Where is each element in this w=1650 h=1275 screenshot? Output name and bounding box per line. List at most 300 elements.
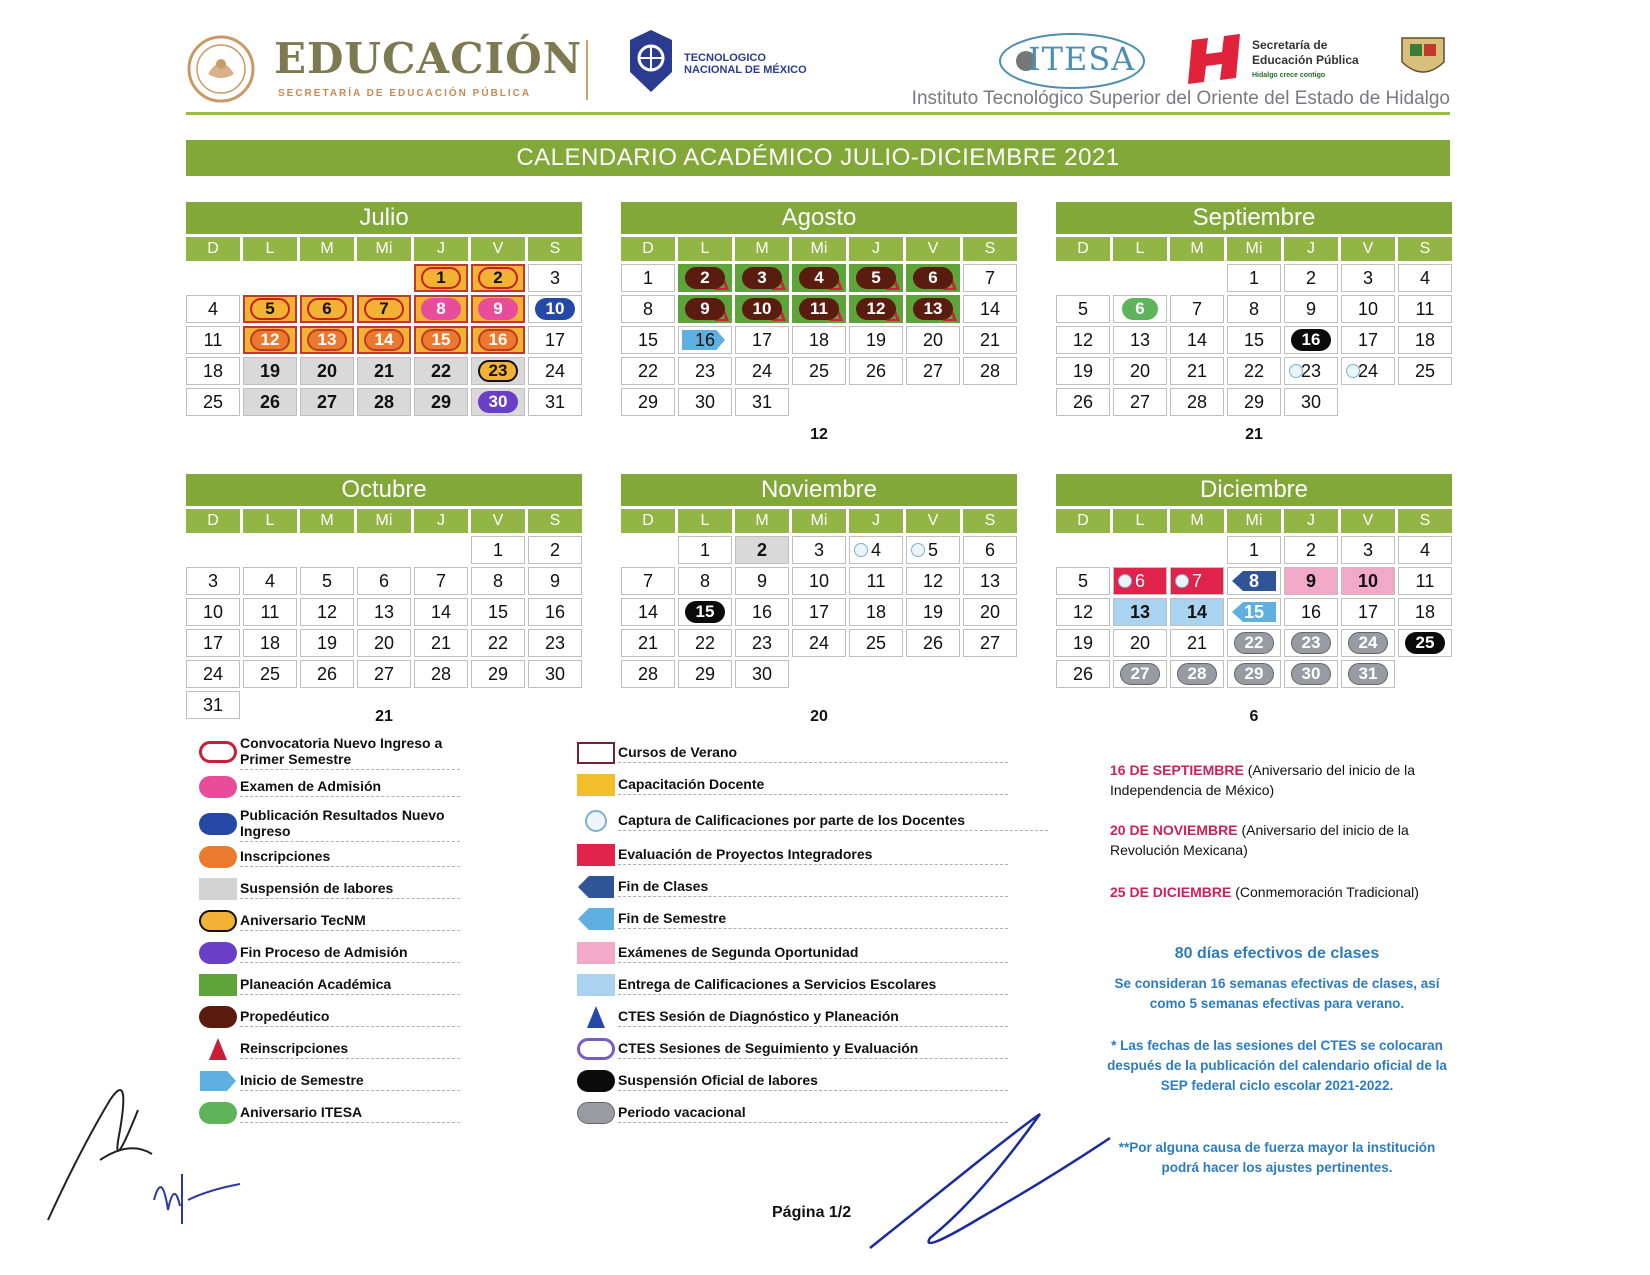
legend-item [196,874,460,904]
day-cell [1341,357,1395,385]
sep-hidalgo-line1: Secretaría de [1252,38,1328,52]
empty-cell [186,264,240,292]
legend-item [574,770,1008,800]
weekday-header: L [678,509,732,533]
legend-item [196,938,460,968]
day-number: 20 [979,601,1001,622]
day-cell [471,357,525,385]
day-cell [471,567,525,595]
silver-oval-icon [577,1102,615,1124]
day-cell [1113,567,1167,595]
legend-label: Captura de Calificaciones por parte de los Docentes [618,812,1048,831]
day-cell [963,598,1017,626]
green-square-icon [199,974,237,996]
legend-item [574,970,1008,1000]
day-number: 21 [637,632,659,653]
day-cell [1398,567,1452,595]
legend-label: Periodo vacacional [618,1104,1008,1123]
day-number: 16 [694,329,716,350]
weekday-header: Mi [792,237,846,261]
day-cell [528,567,582,595]
day-number: 3 [549,267,560,288]
day-number: 9 [549,570,560,591]
day-cell [1227,388,1281,416]
day-number: 5 [1077,570,1088,591]
day-cell [1284,660,1338,688]
day-number: 8 [421,298,461,320]
day-number: 25 [202,391,224,412]
day-cell [1284,264,1338,292]
day-number: 7 [642,570,653,591]
day-number: 14 [637,601,659,622]
day-number: 29 [430,391,452,412]
day-number: 9 [756,570,767,591]
legend-label: Fin de Clases [618,878,1008,897]
weekday-header: D [621,237,675,261]
day-number: 3 [207,570,218,591]
day-number: 22 [637,360,659,381]
holiday-item [1110,760,1440,800]
day-number: 25 [808,360,830,381]
day-number: 24 [1357,360,1379,381]
day-number: 29 [637,391,659,412]
day-cell [1113,295,1167,323]
day-cell [357,388,411,416]
day-cell [300,357,354,385]
day-cell [792,567,846,595]
day-cell [1341,295,1395,323]
day-cell [1341,536,1395,564]
weekday-header: V [471,237,525,261]
day-number: 26 [1072,663,1094,684]
day-number: 9 [1305,298,1316,319]
day-cell [1284,388,1338,416]
empty-cell [1398,660,1452,688]
day-cell [300,598,354,626]
day-cell [186,295,240,323]
legend-label: Reinscripciones [240,1040,460,1059]
day-cell [678,536,732,564]
day-cell [1227,629,1281,657]
header [186,28,1450,114]
weekday-header: S [963,237,1017,261]
capture-icon [585,810,607,832]
day-cell [1227,264,1281,292]
day-number: 30 [751,663,773,684]
weekday-header: J [849,509,903,533]
legend-item [196,970,460,1000]
day-number: 15 [637,329,659,350]
day-cell [300,295,354,323]
day-cell [621,264,675,292]
day-cell [963,326,1017,354]
month-name: Octubre [186,474,582,506]
day-number: 2 [756,539,767,560]
day-number: 6 [378,570,389,591]
day-number: 1 [421,267,461,289]
day-cell [1170,357,1224,385]
day-cell [621,295,675,323]
day-cell [735,388,789,416]
day-cell [906,629,960,657]
day-cell [1056,660,1110,688]
day-number: 1 [1248,267,1259,288]
month-footer-diciembre: 6 [1249,708,1259,725]
day-cell [1113,629,1167,657]
day-number: 18 [808,329,830,350]
day-cell [1341,660,1395,688]
day-number: 11 [799,298,839,320]
day-cell [678,357,732,385]
weekday-header: M [1170,509,1224,533]
day-number: 15 [1243,329,1265,350]
weekday-header: S [1398,509,1452,533]
blue-oval-icon [199,813,237,835]
weekday-header: V [471,509,525,533]
day-cell [243,326,297,354]
day-cell [357,567,411,595]
day-number: 27 [1129,391,1151,412]
month-name: Agosto [621,202,1017,234]
day-number: 13 [913,298,953,320]
day-number: 12 [1072,601,1094,622]
day-cell [1284,598,1338,626]
outlined-box-icon [577,742,615,764]
day-number: 22 [1243,360,1265,381]
day-number: 28 [979,360,1001,381]
day-cell [357,598,411,626]
day-number: 18 [865,601,887,622]
day-cell [528,660,582,688]
day-cell [621,388,675,416]
holiday-text: (Aniversario del inicio de la Revolución Mexicana) [1110,822,1409,858]
day-cell [1284,629,1338,657]
day-number: 10 [808,570,830,591]
day-number: 7 [364,298,404,320]
legend-item [196,772,460,802]
day-number: 17 [1357,601,1379,622]
day-cell [849,326,903,354]
capture-icon [1118,574,1132,588]
day-cell [186,598,240,626]
day-cell [735,629,789,657]
day-number: 12 [856,298,896,320]
day-cell [1227,536,1281,564]
legend-label: Fin Proceso de Admisión [240,944,460,963]
legend-label: Inscripciones [240,848,460,867]
legend-item [196,906,460,936]
day-number: 17 [1357,329,1379,350]
day-number: 28 [430,663,452,684]
day-cell [849,295,903,323]
month-footer-septiembre: 21 [1245,426,1263,443]
day-number: 30 [1291,663,1331,685]
day-number: 19 [316,632,338,653]
legend-item [574,1034,1008,1064]
month-noviembre [621,474,1017,688]
day-cell [792,326,846,354]
holiday-date: 16 DE SEPTIEMBRE [1110,762,1244,778]
header-rule [186,112,1450,115]
day-cell [471,598,525,626]
header-divider [586,40,588,100]
day-number: 3 [813,539,824,560]
day-cell [1284,295,1338,323]
day-cell [414,264,468,292]
legend-label: Convocatoria Nuevo Ingreso a Primer Semestre [240,735,460,770]
page-number: Página 1/2 [772,1204,852,1221]
day-cell [849,598,903,626]
day-cell [1113,357,1167,385]
day-number: 26 [1072,391,1094,412]
day-cell [186,326,240,354]
day-cell [300,567,354,595]
day-cell [414,388,468,416]
day-cell [1056,629,1110,657]
month-footer-octubre: 21 [375,708,393,725]
day-cell [678,660,732,688]
day-number: 18 [202,360,224,381]
day-cell [471,326,525,354]
day-number: 10 [1357,570,1379,591]
agency-title: EDUCACIÓN [274,34,583,83]
day-cell [1227,567,1281,595]
day-cell [906,357,960,385]
force-majeure-note: **Por alguna causa de fuerza mayor la institución podrá hacer los ajustes pertinentes. [1118,1140,1436,1175]
hidalgo-coat-of-arms-icon [1396,28,1450,86]
legend-item [574,738,1008,768]
tecnm-name [684,52,807,76]
day-number: 6 [307,298,347,320]
legend-item [196,732,460,772]
day-number: 13 [307,329,347,351]
effective-days-note: 80 días efectivos de clases [1174,945,1380,962]
day-number: 21 [373,360,395,381]
day-number: 28 [1177,663,1217,685]
tecnm-logo-icon [626,28,676,94]
weekday-header: D [1056,509,1110,533]
legend-item [574,872,1008,902]
day-number: 30 [694,391,716,412]
empty-cell [243,536,297,564]
weeks-note: Se consideran 16 semanas efectivas de clases, así como 5 semanas efectivas para verano. [1114,976,1440,1011]
weekday-header: M [300,237,354,261]
day-number: 17 [544,329,566,350]
day-number: 25 [1405,632,1445,654]
itesa-wordmark: ITESA [1028,40,1136,78]
day-number: 26 [316,663,338,684]
day-number: 15 [487,601,509,622]
weekday-header: D [621,509,675,533]
weekday-header: V [906,237,960,261]
day-cell [621,357,675,385]
weekday-header: M [300,509,354,533]
day-cell [471,295,525,323]
day-cell [186,660,240,688]
day-number: 13 [979,570,1001,591]
legend-label: Inicio de Semestre [240,1072,460,1091]
purple-ring-icon [577,1038,615,1060]
day-cell [792,357,846,385]
day-cell [414,326,468,354]
day-cell [1398,629,1452,657]
empty-cell [849,660,903,688]
weekday-header-row [621,237,1017,261]
day-cell [906,536,960,564]
weekday-header: J [1284,237,1338,261]
weekday-header: D [1056,237,1110,261]
day-cell [1398,326,1452,354]
day-number: 11 [1415,298,1435,319]
weekday-header: L [1113,237,1167,261]
day-number: 11 [1415,570,1435,591]
day-grid [621,264,1017,416]
day-number: 3 [1362,267,1373,288]
legend-label: Aniversario TecNM [240,912,460,931]
day-cell [678,295,732,323]
day-number: 12 [922,570,944,591]
day-cell [1056,295,1110,323]
day-cell [1284,326,1338,354]
day-cell [849,629,903,657]
green-oval-icon [199,1102,237,1124]
day-number: 2 [685,267,725,289]
day-number: 4 [264,570,275,591]
agency-subtitle: SECRETARÍA DE EDUCACIÓN PÚBLICA [278,88,532,99]
day-cell [621,326,675,354]
day-number: 27 [1120,663,1160,685]
red-triangle-icon [209,1038,227,1060]
red-square-icon [577,844,615,866]
day-number: 12 [316,601,338,622]
day-number: 16 [1300,601,1322,622]
day-cell [1056,598,1110,626]
day-number: 13 [1129,329,1151,350]
month-footer-agosto: 12 [810,426,828,443]
legend-label: Entrega de Calificaciones a Servicios Escolares [618,976,1008,995]
empty-cell [1113,536,1167,564]
black-oval-icon [577,1070,615,1092]
day-cell [1284,567,1338,595]
day-number: 21 [1186,632,1208,653]
day-number: 14 [430,601,452,622]
day-number: 17 [202,632,224,653]
day-cell [471,660,525,688]
day-number: 1 [1248,539,1259,560]
day-cell [906,598,960,626]
dark-blue-flag-icon [578,876,614,898]
day-number: 20 [373,632,395,653]
legend-label: Publicación Resultados Nuevo Ingreso [240,807,460,842]
day-cell [1170,598,1224,626]
day-number: 8 [1248,570,1259,591]
day-cell [186,357,240,385]
day-cell [963,567,1017,595]
legend-item [196,1034,460,1064]
weekday-header: M [735,237,789,261]
day-cell [1227,598,1281,626]
day-number: 10 [202,601,224,622]
orange-oval-icon [199,846,237,868]
day-cell [1056,388,1110,416]
weekday-header: M [735,509,789,533]
day-grid [186,264,582,416]
day-number: 3 [1362,539,1373,560]
day-number: 8 [642,298,653,319]
day-cell [1170,567,1224,595]
weekday-header: J [1284,509,1338,533]
day-cell [243,660,297,688]
legend-label: CTES Sesiones de Seguimiento y Evaluación [618,1040,1008,1059]
day-cell [528,357,582,385]
empty-cell [906,660,960,688]
day-cell [1170,660,1224,688]
day-number: 31 [544,391,566,412]
day-cell [792,295,846,323]
day-number: 2 [549,539,560,560]
day-number: 20 [1129,360,1151,381]
day-number: 28 [637,663,659,684]
day-cell [1170,629,1224,657]
gray-square-icon [199,878,237,900]
empty-cell [1113,264,1167,292]
weekday-header: V [906,509,960,533]
day-grid [1056,264,1452,416]
day-number: 17 [808,601,830,622]
day-number: 4 [207,298,218,319]
weekday-header: J [849,237,903,261]
day-number: 11 [866,570,886,591]
day-number: 6 [984,539,995,560]
day-cell [300,326,354,354]
day-number: 19 [1072,632,1094,653]
brown-oval-icon [199,1006,237,1028]
weekday-header: V [1341,509,1395,533]
day-cell [1398,536,1452,564]
day-number: 4 [799,267,839,289]
month-name: Diciembre [1056,474,1452,506]
day-number: 29 [487,663,509,684]
day-number: 29 [1234,663,1274,685]
legend-label: Propedéutico [240,1008,460,1027]
day-cell [186,388,240,416]
day-number: 18 [259,632,281,653]
day-number: 2 [478,267,518,289]
day-cell [528,598,582,626]
day-number: 6 [913,267,953,289]
day-number: 4 [1419,267,1430,288]
day-cell [906,264,960,292]
day-cell [243,598,297,626]
day-number: 20 [316,360,338,381]
day-number: 22 [487,632,509,653]
day-cell [1398,357,1452,385]
tecnm-line2: NACIONAL DE MÉXICO [684,64,807,76]
day-number: 7 [1191,570,1202,591]
day-cell [678,567,732,595]
weekday-header: L [243,509,297,533]
day-cell [471,264,525,292]
day-number: 22 [430,360,452,381]
day-number: 28 [1186,391,1208,412]
day-cell [357,660,411,688]
day-number: 12 [250,329,290,351]
day-cell [1056,567,1110,595]
day-number: 7 [984,267,995,288]
tecnm-line1: TECNOLOGICO [684,52,766,64]
weekday-header-row [186,237,582,261]
day-cell [906,567,960,595]
